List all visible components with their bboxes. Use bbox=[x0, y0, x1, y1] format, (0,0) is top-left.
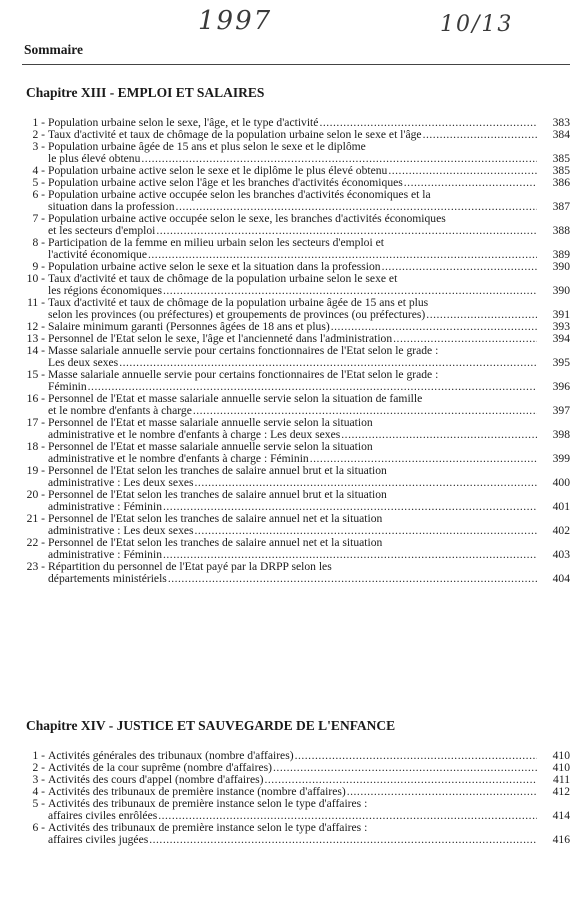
entry-text: Activités des cours d'appel (nombre d'affaires) bbox=[48, 773, 264, 786]
toc-entry[interactable] bbox=[0, 441, 584, 465]
entry-page-number: 383 bbox=[552, 116, 570, 129]
dot-leader bbox=[295, 750, 537, 762]
entry-text: Personnel de l'Etat selon les tranches de salaire annuel net et la situation bbox=[48, 512, 383, 525]
dot-leader bbox=[168, 573, 537, 585]
header-rule bbox=[22, 64, 570, 65]
dot-leader bbox=[347, 786, 537, 798]
entry-text: Population urbaine active selon l'âge et les branches d'activités économiques bbox=[48, 176, 403, 189]
entry-text: Activités des tribunaux de première instance selon le type d'affaires : bbox=[48, 797, 368, 810]
toc-entry[interactable] bbox=[0, 513, 584, 537]
toc-entry[interactable] bbox=[0, 561, 584, 585]
entry-number: 5 - bbox=[32, 176, 45, 189]
dot-leader bbox=[382, 261, 537, 273]
toc-entry-line bbox=[0, 369, 584, 381]
entry-page-number: 416 bbox=[552, 833, 570, 846]
toc-entry[interactable] bbox=[0, 417, 584, 441]
entry-leader-row bbox=[48, 834, 570, 846]
entry-text: et les secteurs d'emploi bbox=[48, 224, 156, 237]
entry-text: Personnel de l'Etat selon les tranches de salaire annuel brut et la situation bbox=[48, 488, 387, 501]
entry-text: et le nombre d'enfants à charge bbox=[48, 404, 192, 417]
entry-number: 12 - bbox=[26, 320, 45, 333]
entry-page-number: 399 bbox=[552, 452, 570, 465]
entry-page-number: 403 bbox=[552, 548, 570, 561]
toc-entry[interactable] bbox=[0, 465, 584, 489]
entry-text: Répartition du personnel de l'Etat payé par la DRPP selon les bbox=[48, 560, 332, 573]
handwritten-page-count: 10/13 bbox=[440, 12, 514, 37]
entry-text: Population urbaine active selon le sexe et la situation dans la profession bbox=[48, 260, 381, 273]
entry-page-number: 410 bbox=[552, 749, 570, 762]
chapter-entry-list bbox=[0, 750, 584, 846]
entry-text: Masse salariale annuelle servie pour certains fonctionnaires de l'Etat selon le grade : bbox=[48, 368, 439, 381]
entry-number: 3 - bbox=[32, 773, 45, 786]
entry-number: 6 - bbox=[32, 821, 45, 834]
entry-text: Les deux sexes bbox=[48, 356, 119, 369]
entry-text: Activités des tribunaux de première instance selon le type d'affaires : bbox=[48, 821, 368, 834]
entry-page-number: 385 bbox=[552, 152, 570, 165]
toc-entry-line bbox=[0, 834, 584, 846]
entry-page-number: 401 bbox=[552, 500, 570, 513]
entry-text: Taux d'activité et taux de chômage de la population urbaine selon le sexe et l'âge bbox=[48, 128, 422, 141]
entry-text: l'activité économique bbox=[48, 248, 147, 261]
entry-number: 11 - bbox=[27, 296, 45, 309]
page-header-title: Sommaire bbox=[24, 42, 83, 57]
entry-page-number: 393 bbox=[552, 320, 570, 333]
entry-page-number: 386 bbox=[552, 176, 570, 189]
entry-text: Personnel de l'Etat et masse salariale annuelle servie selon la situation bbox=[48, 440, 373, 453]
entry-text: Taux d'activité et taux de chômage de la population urbaine âgée de 15 ans et plus bbox=[48, 296, 429, 309]
entry-text: Participation de la femme en milieu urbain selon les secteurs d'emploi et bbox=[48, 236, 384, 249]
entry-text: Féminin bbox=[48, 380, 87, 393]
toc-entry[interactable] bbox=[0, 489, 584, 513]
entry-page-number: 390 bbox=[552, 260, 570, 273]
entry-number: 18 - bbox=[26, 440, 45, 453]
toc-entry[interactable] bbox=[0, 213, 584, 237]
entry-number: 20 - bbox=[26, 488, 45, 501]
entry-text: Population urbaine active occupée selon les branches d'activités économiques et la bbox=[48, 188, 431, 201]
dot-leader bbox=[149, 834, 537, 846]
entry-text: administrative : Féminin bbox=[48, 548, 162, 561]
entry-page-number: 391 bbox=[552, 308, 570, 321]
entry-number: 3 - bbox=[32, 140, 45, 153]
entry-text: situation dans la profession bbox=[48, 200, 175, 213]
entry-page-number: 414 bbox=[552, 809, 570, 822]
entry-text: départements ministériels bbox=[48, 572, 167, 585]
entry-leader-row bbox=[48, 573, 570, 585]
entry-page-number: 396 bbox=[552, 380, 570, 393]
chapter-title: Chapitre XIII - EMPLOI ET SALAIRES bbox=[26, 85, 265, 100]
entry-text: Personnel de l'Etat et masse salariale annuelle servie selon la situation de famille bbox=[48, 392, 423, 405]
entry-number: 1 - bbox=[32, 749, 45, 762]
entry-page-number: 389 bbox=[552, 248, 570, 261]
entry-text: Population urbaine selon le sexe, l'âge, et le type d'activité bbox=[48, 116, 319, 129]
entry-page-number: 400 bbox=[552, 476, 570, 489]
entry-number: 4 - bbox=[32, 785, 45, 798]
dot-leader bbox=[426, 309, 537, 321]
entry-number: 4 - bbox=[32, 164, 45, 177]
entry-text: Activités de la cour suprême (nombre d'affaires) bbox=[48, 761, 273, 774]
entry-page-number: 402 bbox=[552, 524, 570, 537]
entry-page-number: 412 bbox=[552, 785, 570, 798]
entry-number: 21 - bbox=[26, 512, 45, 525]
entry-text: Activités générales des tribunaux (nombre d'affaires) bbox=[48, 749, 294, 762]
entry-text: Personnel de l'Etat et masse salariale annuelle servie selon la situation bbox=[48, 416, 373, 429]
entry-text: Personnel de l'Etat selon les tranches de salaire annuel brut et la situation bbox=[48, 464, 387, 477]
entry-text: Population urbaine active occupée selon le sexe, les branches d'activités économiques bbox=[48, 212, 446, 225]
entry-text: affaires civiles enrôlées bbox=[48, 809, 158, 822]
toc-entry[interactable] bbox=[0, 141, 584, 165]
entry-text: Activités des tribunaux de première instance (nombre d'affaires) bbox=[48, 785, 346, 798]
entry-page-number: 411 bbox=[553, 773, 570, 786]
entry-text: affaires civiles jugées bbox=[48, 833, 149, 846]
entry-page-number: 388 bbox=[552, 224, 570, 237]
entry-page-number: 394 bbox=[552, 332, 570, 345]
entry-number: 13 - bbox=[26, 332, 45, 345]
entry-number: 5 - bbox=[32, 797, 45, 810]
entry-text: Personnel de l'Etat selon le sexe, l'âge et l'ancienneté dans l'administration bbox=[48, 332, 393, 345]
entry-number: 9 - bbox=[32, 260, 45, 273]
entry-number: 2 - bbox=[32, 128, 45, 141]
entry-text: Population urbaine active selon le sexe et le diplôme le plus élevé obtenu bbox=[48, 164, 388, 177]
entry-number: 7 - bbox=[32, 212, 45, 225]
entry-page-number: 385 bbox=[552, 164, 570, 177]
toc-entry[interactable] bbox=[0, 237, 584, 261]
toc-entry[interactable] bbox=[0, 537, 584, 561]
entry-number: 15 - bbox=[26, 368, 45, 381]
entry-text: Salaire minimum garanti (Personnes âgées de 18 ans et plus) bbox=[48, 320, 330, 333]
entry-number: 2 - bbox=[32, 761, 45, 774]
entry-number: 22 - bbox=[26, 536, 45, 549]
entry-page-number: 390 bbox=[552, 284, 570, 297]
toc-entry[interactable] bbox=[0, 297, 584, 321]
toc-entry[interactable] bbox=[0, 345, 584, 369]
entry-number: 10 - bbox=[26, 272, 45, 285]
entry-page-number: 395 bbox=[552, 356, 570, 369]
entry-number: 6 - bbox=[32, 188, 45, 201]
entry-text: administrative : Féminin bbox=[48, 500, 162, 513]
entry-text: le plus élevé obtenu bbox=[48, 152, 141, 165]
toc-entry[interactable] bbox=[0, 822, 584, 846]
entry-number: 19 - bbox=[26, 464, 45, 477]
entry-page-number: 404 bbox=[552, 572, 570, 585]
toc-entry[interactable] bbox=[0, 273, 584, 297]
entry-page-number: 397 bbox=[552, 404, 570, 417]
entry-text: administrative et le nombre d'enfants à charge : Les deux sexes bbox=[48, 428, 341, 441]
dot-leader bbox=[388, 165, 537, 177]
entry-text: administrative : Les deux sexes bbox=[48, 524, 194, 537]
entry-page-number: 398 bbox=[552, 428, 570, 441]
entry-number: 8 - bbox=[32, 236, 45, 249]
dot-leader bbox=[273, 762, 537, 774]
entry-text: Personnel de l'Etat selon les tranches de salaire annuel net et la situation bbox=[48, 536, 383, 549]
chapter-title: Chapitre XIV - JUSTICE ET SAUVEGARDE DE L'ENFANCE bbox=[26, 718, 396, 733]
toc-entry[interactable] bbox=[0, 369, 584, 393]
entry-number: 16 - bbox=[26, 392, 45, 405]
toc-entry[interactable] bbox=[0, 189, 584, 213]
chapter-entry-list bbox=[0, 117, 584, 585]
dot-leader bbox=[423, 129, 537, 141]
entry-text: Population urbaine âgée de 15 ans et plus selon le sexe et le diplôme bbox=[48, 140, 366, 153]
entry-page-number: 410 bbox=[552, 761, 570, 774]
toc-entry[interactable] bbox=[0, 393, 584, 417]
entry-number: 1 - bbox=[32, 116, 45, 129]
handwritten-year: 1997 bbox=[198, 6, 273, 36]
entry-page-number: 384 bbox=[552, 128, 570, 141]
toc-entry[interactable] bbox=[0, 798, 584, 822]
entry-number: 14 - bbox=[26, 344, 45, 357]
entry-page-number: 387 bbox=[552, 200, 570, 213]
entry-text: selon les provinces (ou préfectures) et groupements de provinces (ou préfectures) bbox=[48, 308, 426, 321]
entry-text: administrative : Les deux sexes bbox=[48, 476, 194, 489]
toc-entry-line bbox=[0, 573, 584, 585]
entry-number: 23 - bbox=[26, 560, 45, 573]
entry-text: administrative et le nombre d'enfants à charge : Féminin bbox=[48, 452, 309, 465]
entry-number: 17 - bbox=[26, 416, 45, 429]
entry-text: les régions économiques bbox=[48, 284, 162, 297]
entry-text: Taux d'activité et taux de chômage de la population urbaine selon le sexe et bbox=[48, 272, 398, 285]
entry-text: Masse salariale annuelle servie pour certains fonctionnaires de l'Etat selon le grade : bbox=[48, 344, 439, 357]
